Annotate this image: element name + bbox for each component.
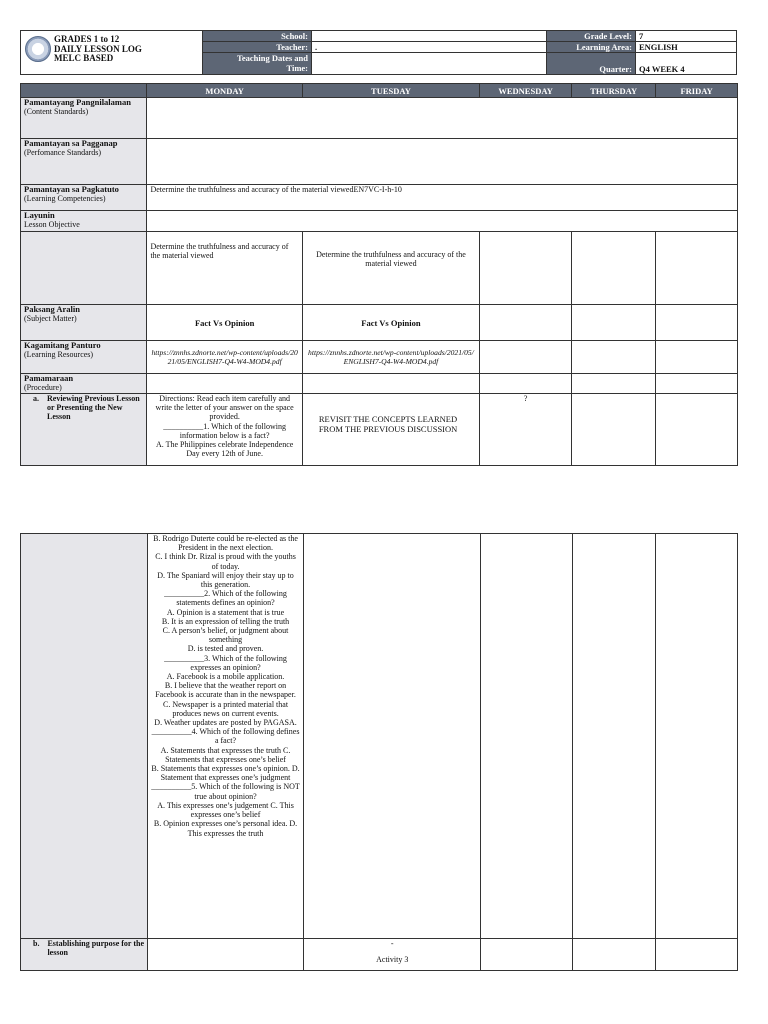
label-lesson-objective [21,211,147,232]
review-line: A. The Philippines celebrate Independence Day every 12th of June. [155,440,294,459]
label-wrap [33,394,143,421]
review-line: A. Facebook is a mobile application. [166,672,285,682]
review-line: __________1. Which of the following information below is a fact? [163,421,286,440]
review-line: B. Opinion expresses one’s personal idea. D. This expresses the truth [153,819,298,838]
tuesday-resource-link[interactable]: https://znnhs.zdnorte.net/wp-content/uploads/2021/05/ENGLISH7-Q4-W4-MOD4.pdf [302,341,479,374]
review-line: D. The Spaniard will enjoy their stay up to this generation. [157,570,294,590]
dates-label [203,53,312,75]
review-line: __________4. Which of the following defines a fact? [151,727,300,746]
lesson-log-table [20,83,738,466]
dates-field[interactable] [312,53,547,75]
review-line: C. I think Dr. Rizal is proud with the youths of today. [155,552,296,571]
header-info-table [202,30,737,75]
row-establishing-purpose [21,939,738,971]
friday-subject[interactable] [656,305,738,341]
label-sub: (Content Standards) [24,107,89,116]
tuesday-review: REVISIT THE CONCEPTS LEARNED FROM THE PREVIOUS DISCUSSION [302,394,479,466]
row-learning-resources [21,341,738,374]
title-line-2: DAILY LESSON LOG [54,43,142,54]
label-wrap [33,939,144,957]
label-title: Layunin [24,210,55,220]
label-empty [21,534,148,939]
review-line: A. This expresses one’s judgement C. This expresses one’s belief [157,800,294,820]
label-sub: (Perfomance Standards) [24,148,102,157]
day-header-friday: FRIDAY [656,84,738,98]
review-line: __________2. Which of the following statements defines an opinion? [164,589,287,608]
thursday-resources[interactable] [572,341,656,374]
label-subject-matter [21,305,147,341]
grade-level-field[interactable]: 7 [636,31,737,42]
tuesday-establishing-mark: - [390,939,394,948]
label-title: Pamantayan sa Pagganap [24,138,118,148]
label-reviewing-lesson [21,394,147,466]
wednesday-objective[interactable] [480,232,572,305]
label-performance-standards [21,139,147,185]
item-letter: b. [33,939,40,948]
learning-area-label: Learning Area: [547,42,636,53]
label-title: Establishing purpose for the lesson [47,939,144,957]
review-line: A. Statements that expresses the truth C. Statements that expresses one’s belief [160,745,291,764]
thursday-procedure[interactable] [572,374,656,394]
label-title: Pamamaraan [24,373,74,383]
row-performance-standards [21,139,738,185]
label-sub: (Learning Resources) [24,350,94,359]
tuesday-subject: Fact Vs Opinion [302,305,479,341]
friday-review-continued[interactable] [656,534,738,939]
monday-establishing[interactable] [147,939,303,971]
thursday-objective[interactable] [572,232,656,305]
title-line-3: MELC BASED [54,53,114,63]
day-header-monday: MONDAY [147,84,302,98]
label-establishing-purpose [21,939,148,971]
wednesday-resources[interactable] [480,341,572,374]
content-standards-field[interactable] [147,98,738,139]
thursday-establishing[interactable] [572,939,656,971]
wednesday-review-continued[interactable] [481,534,572,939]
label-sub: Lesson Objective [24,220,80,229]
friday-resources[interactable] [656,341,738,374]
learning-area-field[interactable]: ENGLISH [636,42,737,53]
teacher-label: Teacher: [203,42,312,53]
tuesday-procedure[interactable] [302,374,479,394]
label-title: Pamantayan sa Pagkatuto [24,184,119,194]
row-procedure [21,374,738,394]
label-sub: (Procedure) [24,383,62,392]
review-line: B. Rodrigo Duterte could be re-elected as the President in the next election. [153,534,298,553]
row-objective-days [21,232,738,305]
day-header-tuesday: TUESDAY [302,84,479,98]
review-line: Directions: Read each item carefully and write the letter of your answer on the space provided. [155,394,294,422]
row-reviewing-continued [21,534,738,939]
review-line: __________5. Which of the following is NOT true about opinion? [151,782,300,801]
lesson-log-table-continued [20,533,738,971]
lesson-objective-field[interactable] [147,211,738,232]
corner-header [21,84,147,98]
row-subject-matter [21,305,738,341]
row-objective-header [21,211,738,232]
review-line: __________3. Which of the following expresses an opinion? [164,653,287,672]
dates-label-line-1: Teaching Dates and [236,53,308,63]
label-procedure [21,374,147,394]
grade-level-label: Grade Level: [547,31,636,42]
label-title: Kagamitang Panturo [24,340,101,350]
tuesday-review-continued[interactable] [304,534,481,939]
review-line: C. A person’s belief, or judgment about something [162,626,289,645]
header-logo-cell [20,30,203,75]
monday-procedure[interactable] [147,374,302,394]
day-header-wednesday: WEDNESDAY [480,84,572,98]
item-letter: a. [33,394,39,403]
wednesday-procedure[interactable] [480,374,572,394]
wednesday-establishing[interactable] [481,939,572,971]
label-sub: (Subject Matter) [24,314,77,323]
tuesday-objective: Determine the truthfulness and accuracy of the material viewed [302,232,479,305]
monday-review-questions-continued [147,534,303,939]
review-line: D. is tested and proven. [187,644,264,654]
label-title: Paksang Aralin [24,304,80,314]
quarter-field[interactable]: Q4 WEEK 4 [636,53,737,75]
performance-standards-field[interactable] [147,139,738,185]
wednesday-subject[interactable] [480,305,572,341]
row-content-standards [21,98,738,139]
monday-objective: Determine the truthfulness and accuracy of the material viewed [147,232,302,305]
tuesday-establishing-activity: Activity 3 [376,955,409,964]
friday-procedure[interactable] [656,374,738,394]
school-field[interactable] [312,31,547,42]
thursday-subject[interactable] [572,305,656,341]
dates-label-line-2: Time: [286,63,308,73]
teacher-field[interactable]: . [312,42,547,53]
review-line: D. Weather updates are posted by PAGASA. [154,718,297,728]
label-title: Pamantayang Pangnilalaman [24,97,131,107]
label-sub: (Learning Competencies) [24,194,106,203]
review-line: B. Statements that expresses one’s opinion. D. Statement that expresses one’s judgment [151,764,300,783]
wednesday-review: ? [480,394,572,466]
label-learning-resources [21,341,147,374]
friday-objective[interactable] [656,232,738,305]
row-learning-competencies [21,185,738,211]
review-line: B. It is an expression of telling the truth [161,616,290,626]
review-line: C. Newspaper is a printed material that produces news on current events. [162,699,289,718]
label-title: Reviewing Previous Lesson or Presenting the New Lesson [47,394,140,421]
friday-establishing[interactable] [656,939,738,971]
review-line: A. Opinion is a statement that is true [166,607,285,617]
tuesday-establishing [304,939,481,971]
school-label: School: [203,31,312,42]
label-empty [21,232,147,305]
learning-competencies-text: Determine the truthfulness and accuracy of the material viewedEN7VC-I-h-10 [147,185,738,211]
thursday-review[interactable] [572,394,656,466]
row-reviewing-lesson [21,394,738,466]
deped-seal-icon [25,36,51,62]
monday-review-questions [147,394,302,466]
monday-subject: Fact Vs Opinion [147,305,302,341]
review-line: B. I believe that the weather report on Facebook is accurate than in the newspaper. [155,681,296,700]
monday-resource-link[interactable]: https://znnhs.zdnorte.net/wp-content/uploads/2021/05/ENGLISH7-Q4-W4-MOD4.pdf [147,341,302,374]
quarter-label: Quarter: [547,53,636,75]
friday-review[interactable] [656,394,738,466]
day-header-thursday: THURSDAY [572,84,656,98]
label-content-standards [21,98,147,139]
title-line-1: GRADES 1 to 12 [54,34,120,44]
label-learning-competencies [21,185,147,211]
header-title [54,35,142,64]
thursday-review-continued[interactable] [572,534,656,939]
